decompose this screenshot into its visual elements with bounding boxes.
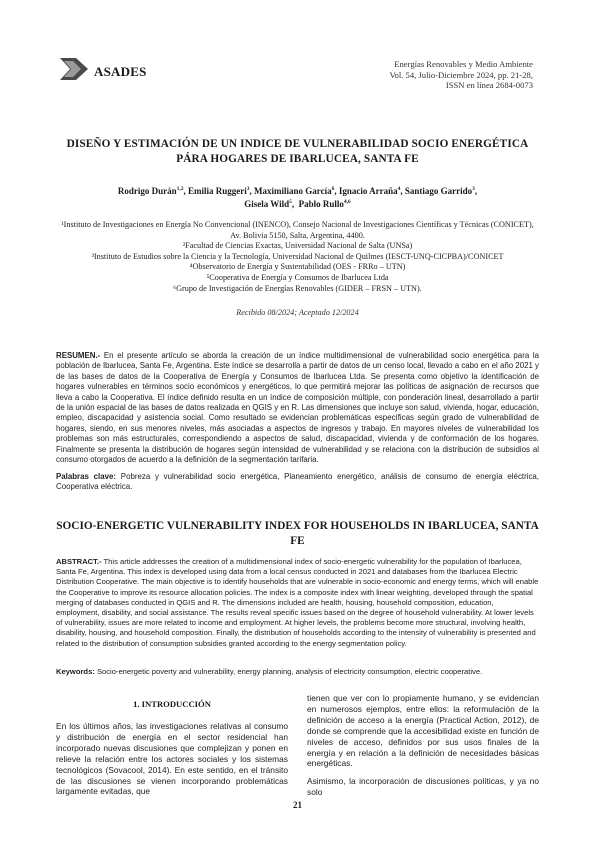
paper-title-es: DISEÑO Y ESTIMACIÓN DE UN INDICE DE VULNERABILIDAD SOCIO ENERGÉTICA PÁRA HOGARES DE IBARLUCEA, SANTA FE	[66, 138, 529, 165]
logo-text: ASADES	[94, 64, 147, 79]
journal-logo	[60, 58, 220, 88]
keywords	[56, 667, 539, 677]
author: Emilia Ruggeri$^3$	[188, 186, 250, 196]
keywords-label: Keywords:	[56, 667, 95, 676]
resumen-text: En el presente artículo se aborda la creación de un índice multidimensional de vulnerabilidad socio energética para la población de Ibarlucea, Santa Fe, Argentina. Este índice se desarrolla a partir de datos de un censo local, llevado a cabo en el año 2021 y de las bases de datos de la Cooperativa de Energía y Consumos de Ibarlucea Ltda. Se presenta como objetivo la identificación de hogares vulnerables en términos socio económicos y energéticos, lo que permitirá mejorar las políticas de asignación de recursos que lleva a cabo la Cooperativa. El índice definido resulta en un índice de composición múltiple, con ponderación lineal, desarrollado a partir de la unión espacial de las bases de datos realizada en QGIS y en R. Las dimensiones que incluye son salud, vivienda, hogar, educación, empleo, discapacidad y asistencia social. Como resultado se evidencian problemáticas específicas según grado de vulnerabilidad de hogares, siendo, en sus menores niveles, más asociadas a aspectos de ingresos y trabajo. En mayores niveles de vulnerabilidad los problemas son más estructurales, correspondiendo a aspectos de salud, discapacidad, vivienda y de conformación de los hogares. Finalmente se presenta la distribución de hogares según intensidad de vulnerabilidad y se relaciona con la distribución de subsidios al consumo otorgados de acuerdo a la definición de la segmentación tarifaria.	[56, 351, 539, 465]
affiliation: ³Instituto de Estudios sobre la Ciencia y la Tecnología, Universidad Nacional de Quilmes (IESCT-UNQ-CICPBA)/CONICET	[91, 251, 504, 261]
affiliation: ⁴Observatorio de Energía y Sustentabilidad (OES - FRRo – UTN)	[189, 262, 406, 272]
journal-line: Energías Renovables y Medio Ambiente	[394, 59, 533, 69]
journal-line: Vol. 54, Julio-Diciembre 2024, pp. 21-28,	[389, 69, 533, 80]
author-list: Rodrigo Durán$^{1,2}$, Emilia Ruggeri$^3$, Maximiliano García$^6$, Ignacio Arraña$^4$, Santiago Garrido$^3$, Gisela Wild$^5$, Pablo Rullo$^{4,6}$	[117, 186, 478, 209]
affiliation: ¹Instituto de Investigaciones en Energía No Convencional (INENCO), Consejo Nacional de Investigaciones Científicas y Técnicas (CONICET), Av. Bolivia 5150, Salta, Argentina, 4400.	[61, 220, 534, 240]
paper-title-en: SOCIO-ENERGETIC VULNERABILITY INDEX FOR HOUSEHOLDS IN IBARLUCEA, SANTA FE	[56, 520, 539, 547]
abstract-paragraph	[56, 557, 539, 649]
keywords-text: Socio-energetic poverty and vulnerability, energy planning, analysis of electricity consumption, electric cooperative.	[94, 667, 483, 676]
section-heading: 1. INTRODUCCIÓN	[133, 699, 211, 709]
intro-left-column: En los últimos años, las investigaciones relativas al consumo y distribución de energía en el sector residencial han incorporado nuevas discusiones que complejizan y ponen en relieve la relación entre los actores sociales y los sistemas tecnológicos (Sovacool, 2014). En este sentido, en el tránsito de las discusiones se vienen incorporando problemáticas largamente evitadas, que	[56, 721, 288, 797]
author: Santiago Garrido$^3$	[404, 186, 475, 196]
abstract-label: ABSTRACT.-	[56, 557, 102, 566]
resumen-paragraph	[56, 351, 539, 465]
affiliation: ²Facultad de Ciencias Exactas, Universidad Nacional de Salta (UNSa)	[182, 241, 413, 251]
author: Ignacio Arraña$^4$	[338, 186, 401, 196]
intro-right-column	[307, 693, 539, 798]
author: Maximiliano García$^6$	[254, 186, 335, 196]
palabras-clave	[56, 472, 539, 493]
author: Pablo Rullo$^{4,6}$	[298, 199, 351, 209]
resumen-label: RESUMEN.-	[56, 351, 101, 360]
affiliation: ⁵Cooperativa de Energía y Consumos de Ibarlucea Ltda	[206, 272, 389, 282]
received-dates: Recibido 08/2024; Aceptado 12/2024	[236, 308, 359, 317]
author: Gisela Wild$^5$	[244, 199, 292, 209]
abstract-text: This article addresses the creation of a multidimensional index of socio-energetic vulnerability for the population of Ibarlucea, Santa Fe, Argentina. This index is developed using data from a local census conducted in 2021 and databases from the Ibarlucea Electric Distribution Cooperative. The main objective is to identify households that are vulnerable in socio-economic and energy terms, which will enable the Cooperative to improve its resource allocation policies. The index is a composite index with linear weighting, developed through the spatial merging of databases conducted in QGIS and R. The dimensions included are health, housing, household composition, education, employment, disability, and social assistance. The results reveal specific issues based on the degree of household vulnerability. At lower levels of vulnerability, issues are more related to income and employment. At higher levels, the problems become more structural, involving health, disability, housing, and household composition. Finally, the distribution of households according to the intensity of vulnerability is presented and related to the distribution of consumption subsidies granted according to the energy segmentation policy.	[56, 557, 539, 648]
affiliations	[56, 220, 539, 294]
asades-logo-icon	[60, 58, 90, 80]
palabras-text: Pobreza y vulnerabilidad socio energética, Planeamiento energético, análisis de consumo de energía eléctrica, Cooperativa eléctrica.	[56, 472, 539, 492]
intro-paragraph: Asimismo, la incorporación de discusiones políticas, y ya no solo	[307, 776, 539, 798]
intro-paragraph: tienen que ver con lo propiamente humano, y se evidencian en numerosos ejemplos, entre ellos: la reformulación de la definición de acceso a la energía (Practical Action, 2012), de donde se comprende que la accesibilidad existe en función de niveles de acceso, definidos por sus usos finales de la energía y en relación a la definición de necesidades básicas energéticas.	[307, 693, 539, 769]
journal-info	[333, 59, 533, 91]
palabras-label: Palabras clave:	[56, 472, 117, 481]
page-number: 21	[293, 800, 302, 810]
author: Rodrigo Durán$^{1,2}$	[117, 186, 184, 196]
journal-line: ISSN en línea 2684-0073	[445, 80, 533, 91]
affiliation: ⁶Grupo de Investigación de Energías Renovables (GIDER – FRSN – UTN).	[173, 283, 422, 293]
